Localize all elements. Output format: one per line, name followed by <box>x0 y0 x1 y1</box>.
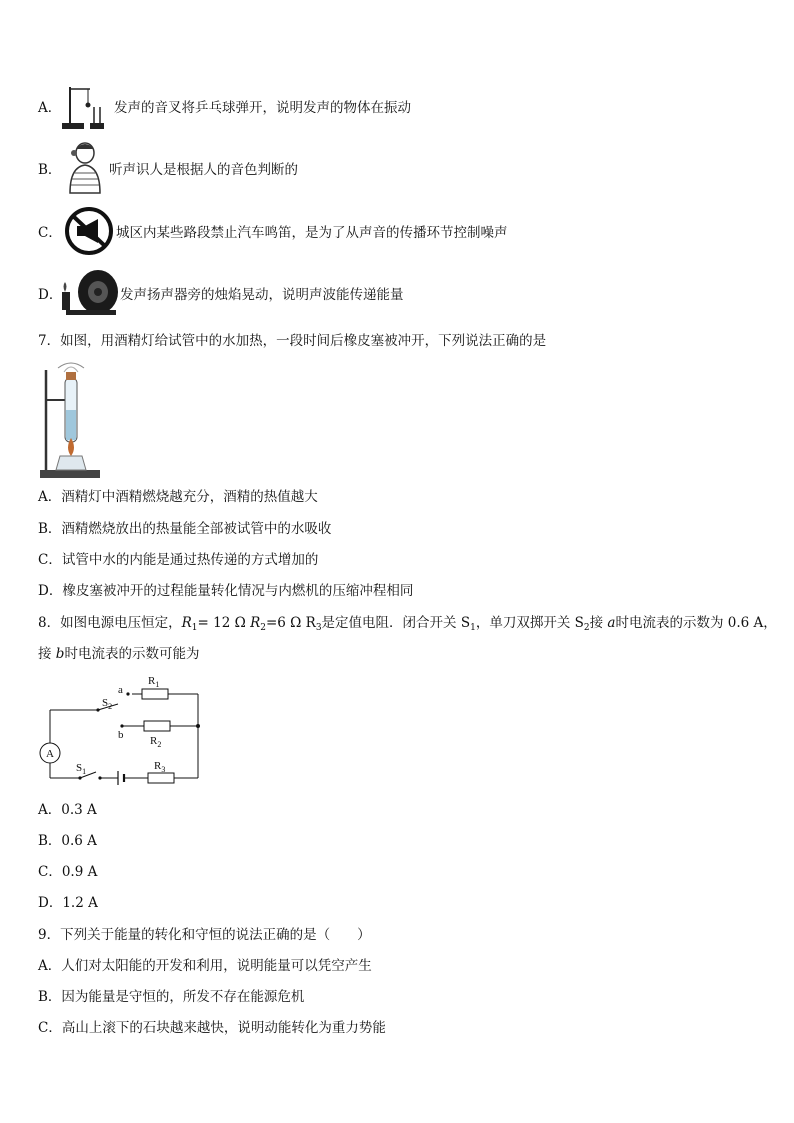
option-label: B． <box>38 521 62 537</box>
circuit-diagram <box>38 672 218 788</box>
option-label: C． <box>38 1020 62 1036</box>
option-label: C． <box>38 864 62 880</box>
option-label: B． <box>38 989 62 1005</box>
ammeter-label: A <box>46 748 54 760</box>
option-text: 酒精燃烧放出的热量能全部被试管中的水吸收 <box>61 521 332 537</box>
option-label: D． <box>38 583 63 599</box>
alcohol-lamp-apparatus-figure <box>38 360 102 480</box>
option-label: C． <box>38 225 62 241</box>
q8-option-b[interactable] <box>38 832 97 850</box>
q9-option-c[interactable] <box>38 1019 386 1037</box>
q9-option-a[interactable] <box>38 957 372 975</box>
option-text: 发声的音叉将乒乓球弹开，说明发声的物体在振动 <box>114 100 411 116</box>
option-text: 0.6 A <box>61 833 97 849</box>
option-label: A． <box>38 489 62 505</box>
option-text: 人们对太阳能的开发和利用，说明能量可以凭空产生 <box>61 958 372 974</box>
option-label: D． <box>38 287 63 303</box>
q7-option-a[interactable] <box>38 488 318 506</box>
q8-option-c[interactable] <box>38 863 97 881</box>
option-text: 橡皮塞被冲开的过程能量转化情况与内燃机的压缩冲程相同 <box>62 583 414 599</box>
option-label: A． <box>38 802 62 818</box>
q8-stem-line1: 8．如图电源电压恒定，$R_1= 12$ Ω $R_2=6$ Ω $R_3$是定值电阻．闭合开关 $S_1$，单刀双掷开关 $S_2$接 a时电流表的示数为 0.6 A， <box>38 615 777 633</box>
q7-stem: 7．如图，用酒精灯给试管中的水加热，一段时间后橡皮塞被冲开，下列说法正确的是 <box>38 333 547 349</box>
option-text: 酒精灯中酒精燃烧越充分，酒精的热值越大 <box>61 489 318 505</box>
option-text: 1.2 A <box>62 895 98 911</box>
option-text: 0.3 A <box>61 802 97 818</box>
speaker-candle-icon <box>60 266 120 318</box>
option-label: C． <box>38 552 62 568</box>
option-text: 听声识人是根据人的音色判断的 <box>109 162 298 178</box>
option-text: 因为能量是守恒的，所发不存在能源危机 <box>61 989 305 1005</box>
q7-option-d[interactable] <box>38 582 413 600</box>
option-text: 0.9 A <box>61 864 98 880</box>
option-label: A． <box>38 958 62 974</box>
node-b-label: b <box>118 729 124 741</box>
option-label: B． <box>38 833 62 849</box>
s2-label: $S_2$ <box>102 697 113 711</box>
s1-label: $S_1$ <box>76 762 87 776</box>
q8-option-a[interactable] <box>38 801 97 819</box>
r2-label: $R_2$ <box>150 735 162 749</box>
node-a-label: a <box>118 684 123 696</box>
no-horn-sign-icon <box>62 206 116 256</box>
q9-stem: 9．下列关于能量的转化和守恒的说法正确的是（ ） <box>38 927 371 943</box>
person-listening-icon <box>60 141 110 195</box>
option-label: D． <box>38 895 63 911</box>
q9-option-b[interactable] <box>38 988 304 1006</box>
option-label: A． <box>38 100 62 116</box>
option-text: 城区内某些路段禁止汽车鸣笛，是为了从声音的传播环节控制噪声 <box>116 225 508 241</box>
q7-option-c[interactable] <box>38 551 318 569</box>
option-text: 高山上滚下的石块越来越快，说明动能转化为重力势能 <box>61 1020 386 1036</box>
option-label: B． <box>38 162 62 178</box>
r3-label: $R_3$ <box>154 760 166 774</box>
option-text: 发声扬声器旁的烛焰晃动，说明声波能传递能量 <box>120 287 404 303</box>
option-text: 试管中水的内能是通过热传递的方式增加的 <box>61 552 319 568</box>
q7-option-b[interactable] <box>38 520 331 538</box>
q8-option-d[interactable] <box>38 894 98 912</box>
q8-stem-line2: 接 b时电流表的示数可能为 <box>38 646 200 662</box>
r1-label: $R_1$ <box>148 675 160 689</box>
